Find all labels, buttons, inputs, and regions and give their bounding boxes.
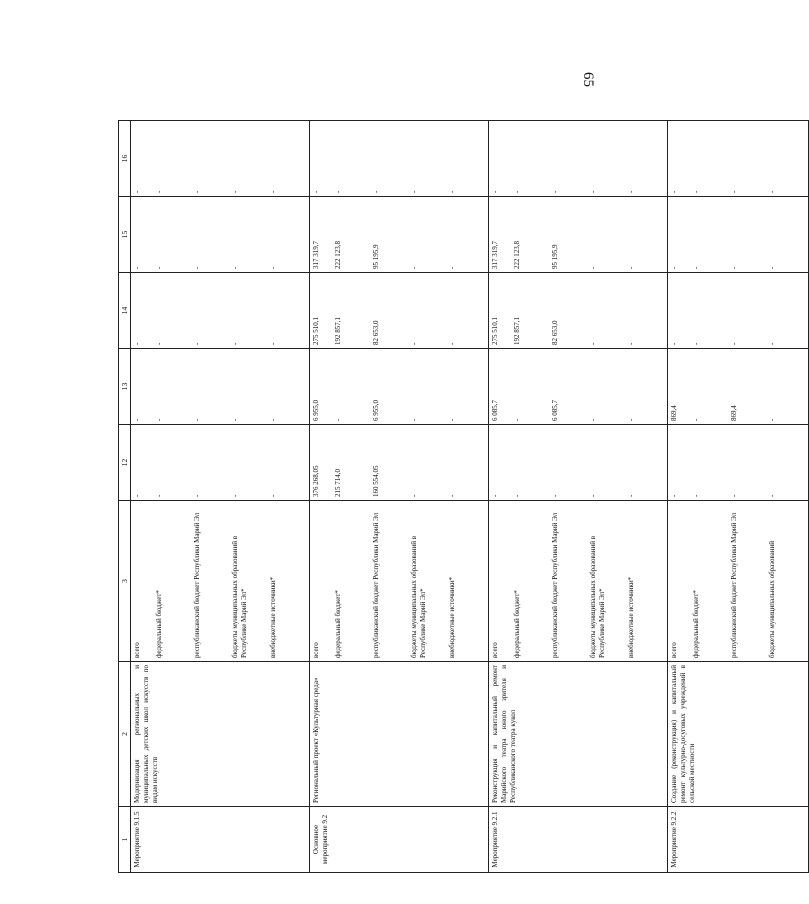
value-cell: -	[334, 418, 343, 421]
value-cell: -	[768, 418, 777, 421]
value-cell: -	[627, 190, 636, 193]
table-row	[668, 121, 809, 873]
value-cell: -	[372, 190, 381, 193]
value-cell: -	[491, 494, 500, 497]
table-row	[489, 121, 668, 873]
measure-name: Реконструкция и капитальный ремонт Марийского театра юного зрителя и Республиканского театра кукол	[489, 662, 668, 807]
value-cell: -	[193, 342, 202, 345]
funding-source-label: всего	[312, 642, 321, 658]
value-cell: -	[491, 190, 500, 193]
value-cell: 376 268,05	[312, 465, 321, 497]
value-cell: -	[730, 266, 739, 269]
value-cell: -	[155, 418, 164, 421]
value-cell: -	[133, 190, 142, 193]
budget-table	[118, 120, 809, 873]
value-column-12	[489, 425, 668, 501]
value-column-13	[489, 349, 668, 425]
value-cell: -	[730, 190, 739, 193]
measure-name: Региональный проект «Культурная среда»	[310, 662, 489, 807]
value-cell: -	[768, 342, 777, 345]
funding-sources	[668, 501, 809, 662]
value-cell: -	[670, 190, 679, 193]
value-cell: -	[448, 342, 457, 345]
value-cell: -	[627, 266, 636, 269]
rotated-table-container	[118, 121, 777, 873]
value-cell: 869,4	[730, 405, 739, 421]
measure-code: Мероприятие 9.2.2	[668, 807, 809, 873]
table-row	[131, 121, 310, 873]
value-cell: -	[410, 494, 419, 497]
value-cell: 82 653,0	[551, 320, 560, 345]
value-cell: -	[193, 418, 202, 421]
value-column-14	[131, 273, 310, 349]
value-column-16	[668, 121, 809, 197]
funding-source-label: республиканский бюджет Республики Марий Эл	[193, 512, 202, 658]
funding-sources	[489, 501, 668, 662]
value-column-12	[131, 425, 310, 501]
value-cell: -	[730, 494, 739, 497]
value-cell: 6 955,0	[312, 400, 321, 421]
value-column-15	[310, 197, 489, 273]
value-cell: 317 319,7	[312, 241, 321, 269]
value-column-12	[668, 425, 809, 501]
value-cell: -	[231, 342, 240, 345]
value-cell: -	[410, 418, 419, 421]
value-cell: -	[589, 418, 598, 421]
value-cell: -	[133, 266, 142, 269]
value-cell: 317 319,7	[491, 241, 500, 269]
value-cell: -	[193, 494, 202, 497]
header-cell: 15	[119, 197, 131, 273]
value-cell: 6 085,7	[491, 400, 500, 421]
value-cell: -	[312, 190, 321, 193]
page-number: 65	[580, 72, 596, 87]
value-column-13	[668, 349, 809, 425]
value-column-16	[489, 121, 668, 197]
value-cell: -	[410, 342, 419, 345]
value-cell: 6 085,7	[551, 400, 560, 421]
value-cell: -	[589, 190, 598, 193]
value-cell: 82 653,0	[372, 320, 381, 345]
value-cell: 95 195,9	[551, 244, 560, 269]
value-cell: 192 857,1	[513, 317, 522, 345]
funding-source-label: республиканский бюджет Республики Марий Эл	[730, 512, 739, 658]
value-cell: 275 510,1	[312, 317, 321, 345]
funding-source-label: республиканский бюджет Республики Марий Эл	[372, 512, 381, 658]
value-cell: -	[269, 190, 278, 193]
header-cell: 12	[119, 425, 131, 501]
measure-code: Мероприятие 9.2.1	[489, 807, 668, 873]
value-cell: 215 714,0	[334, 469, 343, 497]
value-column-13	[310, 349, 489, 425]
value-cell: -	[670, 494, 679, 497]
value-cell: -	[155, 342, 164, 345]
value-cell: -	[627, 418, 636, 421]
value-cell: -	[589, 494, 598, 497]
funding-source-label: федеральный бюджет*	[692, 590, 701, 658]
value-cell: 6 955,0	[372, 400, 381, 421]
funding-source-label: бюджеты муниципальных образований в Республике Марий Эл*	[231, 535, 249, 658]
value-column-15	[489, 197, 668, 273]
value-cell: -	[730, 342, 739, 345]
value-column-14	[489, 273, 668, 349]
value-column-14	[310, 273, 489, 349]
value-cell: -	[155, 266, 164, 269]
value-cell: -	[231, 266, 240, 269]
header-cell: 14	[119, 273, 131, 349]
value-cell: -	[448, 418, 457, 421]
value-column-16	[131, 121, 310, 197]
funding-sources	[131, 501, 310, 662]
value-cell: -	[670, 266, 679, 269]
value-cell: -	[448, 266, 457, 269]
value-cell: -	[513, 190, 522, 193]
value-cell: 160 554,05	[372, 465, 381, 497]
funding-source-label: бюджеты муниципальных образований в Республике Марий Эл*	[410, 535, 428, 658]
header-row	[119, 121, 131, 873]
value-cell: -	[133, 342, 142, 345]
table-row	[310, 121, 489, 873]
value-cell: -	[410, 266, 419, 269]
value-cell: -	[334, 190, 343, 193]
value-cell: -	[692, 418, 701, 421]
value-cell: 222 123,8	[334, 241, 343, 269]
value-cell: -	[627, 494, 636, 497]
value-cell: -	[155, 494, 164, 497]
value-cell: -	[513, 418, 522, 421]
funding-source-label: федеральный бюджет*	[155, 590, 164, 658]
value-column-13	[131, 349, 310, 425]
value-cell: -	[692, 342, 701, 345]
value-cell: -	[551, 190, 560, 193]
funding-source-label: внебюджетные источники*	[627, 576, 636, 658]
value-cell: -	[670, 342, 679, 345]
measure-code: Мероприятие 9.1.5	[131, 807, 310, 873]
funding-source-label: бюджеты муниципальных образований в Республике Марий Эл*	[589, 535, 607, 658]
value-column-15	[668, 197, 809, 273]
value-cell: -	[768, 190, 777, 193]
value-cell: -	[589, 342, 598, 345]
value-cell: -	[193, 266, 202, 269]
header-cell: 13	[119, 349, 131, 425]
value-column-12	[310, 425, 489, 501]
value-cell: -	[231, 418, 240, 421]
value-cell: -	[513, 494, 522, 497]
funding-source-label: всего	[133, 642, 142, 658]
value-cell: -	[269, 266, 278, 269]
funding-source-label: всего	[670, 642, 679, 658]
value-column-16	[310, 121, 489, 197]
value-cell: -	[551, 494, 560, 497]
measure-name: Модернизация региональных и муниципальных детских школ искусств по видам искусств	[131, 662, 310, 807]
value-column-15	[131, 197, 310, 273]
value-cell: -	[627, 342, 636, 345]
value-cell: -	[269, 342, 278, 345]
value-cell: -	[768, 266, 777, 269]
measure-name: Создание (реконструкция) и капитальный ремонт культурно-досуговых учреждений в сельской местности	[668, 662, 809, 807]
header-cell: 3	[119, 501, 131, 662]
value-cell: -	[231, 494, 240, 497]
value-cell: 192 857,1	[334, 317, 343, 345]
measure-code: Основное мероприятие 9.2	[310, 807, 489, 873]
value-cell: -	[692, 266, 701, 269]
value-cell: 869,4	[670, 405, 679, 421]
value-cell: -	[133, 494, 142, 497]
funding-source-label: внебюджетные источники*	[269, 576, 278, 658]
funding-source-label: бюджеты муниципальных образований	[768, 540, 777, 658]
funding-source-label: республиканский бюджет Республики Марий Эл	[551, 512, 560, 658]
header-cell: 2	[119, 662, 131, 807]
value-cell: -	[410, 190, 419, 193]
funding-source-label: федеральный бюджет*	[513, 590, 522, 658]
funding-sources	[310, 501, 489, 662]
funding-source-label: федеральный бюджет*	[334, 590, 343, 658]
value-cell: -	[692, 190, 701, 193]
funding-source-label: всего	[491, 642, 500, 658]
value-cell: -	[692, 494, 701, 497]
value-cell: -	[193, 190, 202, 193]
value-cell: 275 510,1	[491, 317, 500, 345]
value-cell: -	[589, 266, 598, 269]
value-cell: -	[448, 494, 457, 497]
value-cell: -	[155, 190, 164, 193]
value-cell: -	[133, 418, 142, 421]
value-cell: -	[231, 190, 240, 193]
value-cell: -	[269, 494, 278, 497]
value-cell: -	[768, 494, 777, 497]
header-cell: 16	[119, 121, 131, 197]
value-cell: -	[448, 190, 457, 193]
value-cell: 222 123,8	[513, 241, 522, 269]
value-cell: -	[269, 418, 278, 421]
header-cell: 1	[119, 807, 131, 873]
value-cell: 95 195,9	[372, 244, 381, 269]
value-column-14	[668, 273, 809, 349]
funding-source-label: внебюджетные источники*	[448, 576, 457, 658]
